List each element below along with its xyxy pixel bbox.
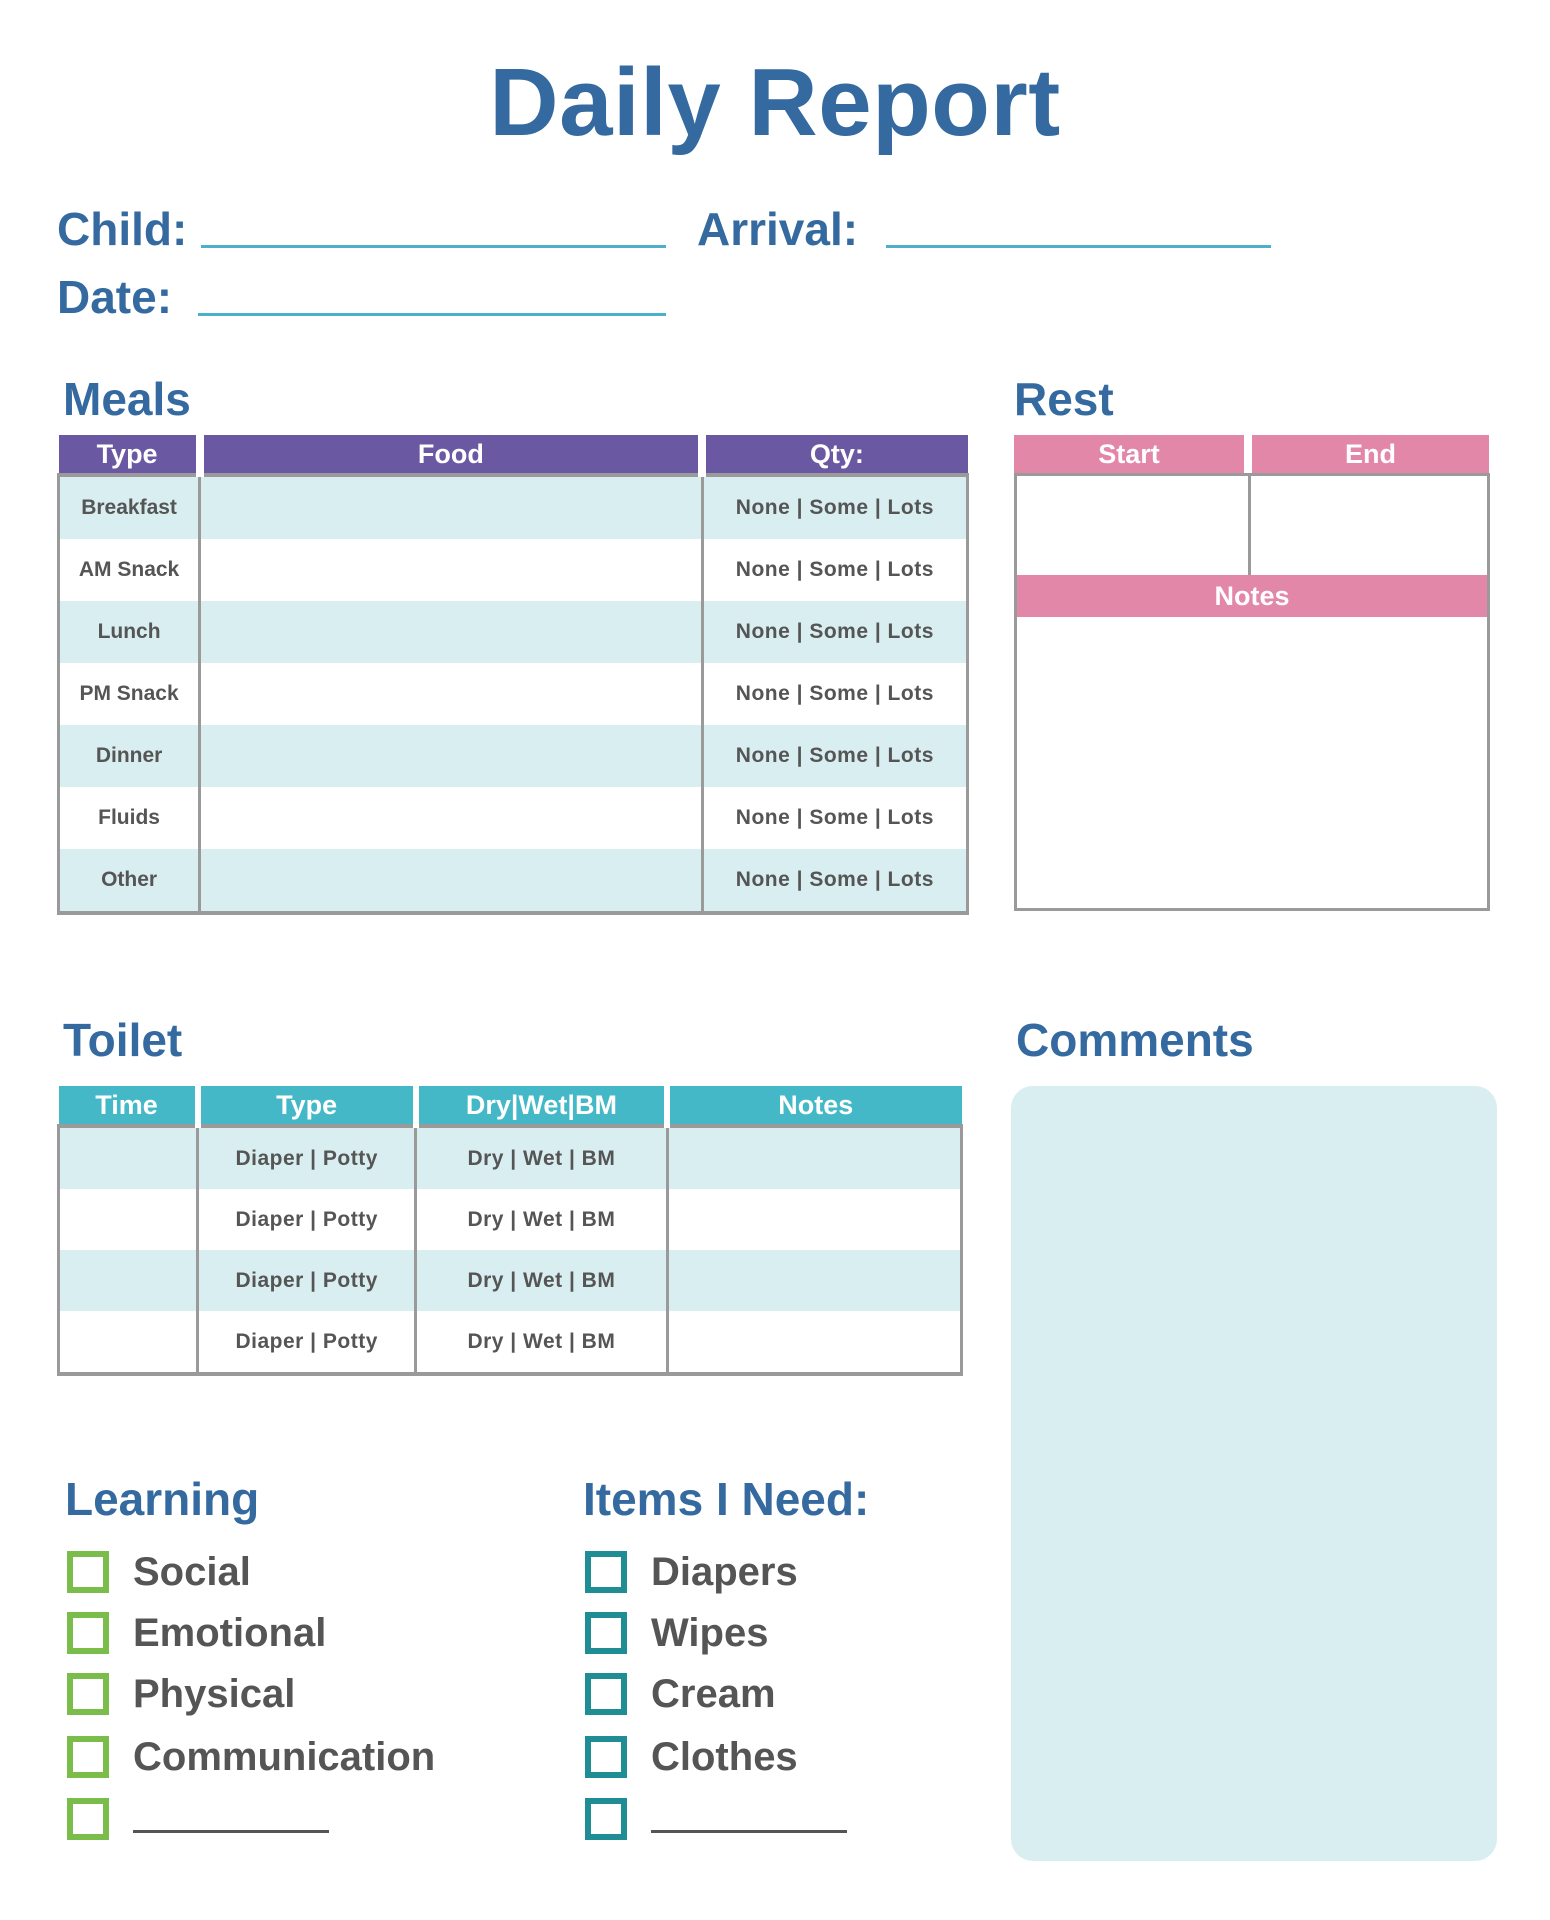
type-options[interactable]: Diaper | Potty: [198, 1126, 416, 1189]
checkbox-icon[interactable]: [67, 1798, 109, 1840]
meals-header-type: Type: [59, 435, 200, 475]
checkbox-icon[interactable]: [585, 1736, 627, 1778]
checkbox-icon[interactable]: [67, 1673, 109, 1715]
checkbox-label: Physical: [133, 1671, 296, 1716]
learning-item-emotional[interactable]: [67, 1611, 326, 1655]
checkbox-icon[interactable]: [67, 1551, 109, 1593]
food-cell[interactable]: [200, 539, 703, 601]
checkbox-label: Communication: [133, 1734, 436, 1779]
learning-item-physical[interactable]: [67, 1672, 295, 1716]
rest-title: Rest: [1014, 373, 1114, 425]
rest-divider: [1248, 473, 1251, 575]
notes-cell[interactable]: [667, 1126, 961, 1189]
child-label: Child:: [57, 203, 188, 255]
toilet-header-type: Type: [198, 1086, 416, 1126]
learning-item-communication[interactable]: [67, 1735, 435, 1779]
date-field[interactable]: [198, 313, 666, 316]
table-row: [59, 601, 968, 663]
table-row: [59, 663, 968, 725]
child-field[interactable]: [201, 245, 666, 248]
meals-title: Meals: [63, 373, 191, 425]
blank-line[interactable]: [133, 1830, 329, 1833]
items-title: Items I Need:: [583, 1473, 870, 1525]
time-cell[interactable]: [59, 1250, 198, 1311]
table-row: [59, 539, 968, 601]
notes-cell[interactable]: [667, 1250, 961, 1311]
toilet-header-status: Dry|Wet|BM: [416, 1086, 667, 1126]
qty-options[interactable]: None | Some | Lots: [702, 539, 967, 601]
meal-type: PM Snack: [59, 663, 200, 725]
table-row: [59, 1126, 962, 1189]
date-label: Date:: [57, 271, 173, 323]
table-row: [59, 849, 968, 913]
comments-title: Comments: [1016, 1014, 1254, 1066]
rest-header-start: Start: [1014, 435, 1244, 473]
comments-box[interactable]: [1011, 1086, 1497, 1861]
checkbox-icon[interactable]: [585, 1612, 627, 1654]
time-cell[interactable]: [59, 1189, 198, 1250]
items-item-clothes[interactable]: [585, 1735, 798, 1779]
food-cell[interactable]: [200, 849, 703, 913]
checkbox-label: Social: [133, 1549, 251, 1594]
items-item-cream[interactable]: [585, 1672, 776, 1716]
food-cell[interactable]: [200, 663, 703, 725]
table-row: [59, 725, 968, 787]
toilet-table: [57, 1086, 963, 1376]
qty-options[interactable]: None | Some | Lots: [702, 475, 967, 539]
arrival-label: Arrival:: [697, 203, 859, 255]
meal-type: Lunch: [59, 601, 200, 663]
food-cell[interactable]: [200, 601, 703, 663]
food-cell[interactable]: [200, 787, 703, 849]
toilet-header-notes: Notes: [667, 1086, 961, 1126]
status-options[interactable]: Dry | Wet | BM: [416, 1311, 667, 1374]
checkbox-icon[interactable]: [67, 1612, 109, 1654]
meal-type: Fluids: [59, 787, 200, 849]
table-row: [59, 1311, 962, 1374]
checkbox-label: Cream: [651, 1671, 776, 1716]
checkbox-label: Emotional: [133, 1610, 327, 1655]
blank-line[interactable]: [651, 1830, 847, 1833]
food-cell[interactable]: [200, 475, 703, 539]
notes-cell[interactable]: [667, 1189, 961, 1250]
type-options[interactable]: Diaper | Potty: [198, 1250, 416, 1311]
items-item-diapers[interactable]: [585, 1550, 798, 1594]
learning-title: Learning: [65, 1473, 260, 1525]
status-options[interactable]: Dry | Wet | BM: [416, 1189, 667, 1250]
meal-type: Breakfast: [59, 475, 200, 539]
items-item-wipes[interactable]: [585, 1611, 768, 1655]
food-cell[interactable]: [200, 725, 703, 787]
checkbox-icon[interactable]: [585, 1798, 627, 1840]
rest-notes-header: Notes: [1017, 575, 1487, 617]
meals-table: [57, 435, 969, 915]
type-options[interactable]: Diaper | Potty: [198, 1311, 416, 1374]
page-title: Daily Report: [489, 49, 1061, 156]
rest-header-end: End: [1252, 435, 1489, 473]
learning-item-social[interactable]: [67, 1550, 251, 1594]
type-options[interactable]: Diaper | Potty: [198, 1189, 416, 1250]
meals-header-qty: Qty:: [702, 435, 967, 475]
table-row: [59, 787, 968, 849]
toilet-title: Toilet: [63, 1014, 183, 1066]
items-item-blank[interactable]: [585, 1797, 847, 1841]
rest-box[interactable]: [1014, 473, 1490, 911]
checkbox-icon[interactable]: [585, 1551, 627, 1593]
meal-type: AM Snack: [59, 539, 200, 601]
table-row: [59, 1250, 962, 1311]
arrival-field[interactable]: [886, 245, 1271, 248]
meal-type: Dinner: [59, 725, 200, 787]
qty-options[interactable]: None | Some | Lots: [702, 663, 967, 725]
qty-options[interactable]: None | Some | Lots: [702, 849, 967, 913]
status-options[interactable]: Dry | Wet | BM: [416, 1126, 667, 1189]
time-cell[interactable]: [59, 1311, 198, 1374]
checkbox-label: Clothes: [651, 1734, 798, 1779]
checkbox-icon[interactable]: [67, 1736, 109, 1778]
meal-type: Other: [59, 849, 200, 913]
table-row: [59, 475, 968, 539]
qty-options[interactable]: None | Some | Lots: [702, 787, 967, 849]
table-row: [59, 1189, 962, 1250]
checkbox-label: Wipes: [651, 1610, 769, 1655]
qty-options[interactable]: None | Some | Lots: [702, 725, 967, 787]
time-cell[interactable]: [59, 1126, 198, 1189]
checkbox-icon[interactable]: [585, 1673, 627, 1715]
status-options[interactable]: Dry | Wet | BM: [416, 1250, 667, 1311]
qty-options[interactable]: None | Some | Lots: [702, 601, 967, 663]
notes-cell[interactable]: [667, 1311, 961, 1374]
learning-item-blank[interactable]: [67, 1797, 329, 1841]
meals-header-food: Food: [200, 435, 703, 475]
checkbox-label: Diapers: [651, 1549, 798, 1594]
toilet-header-time: Time: [59, 1086, 198, 1126]
